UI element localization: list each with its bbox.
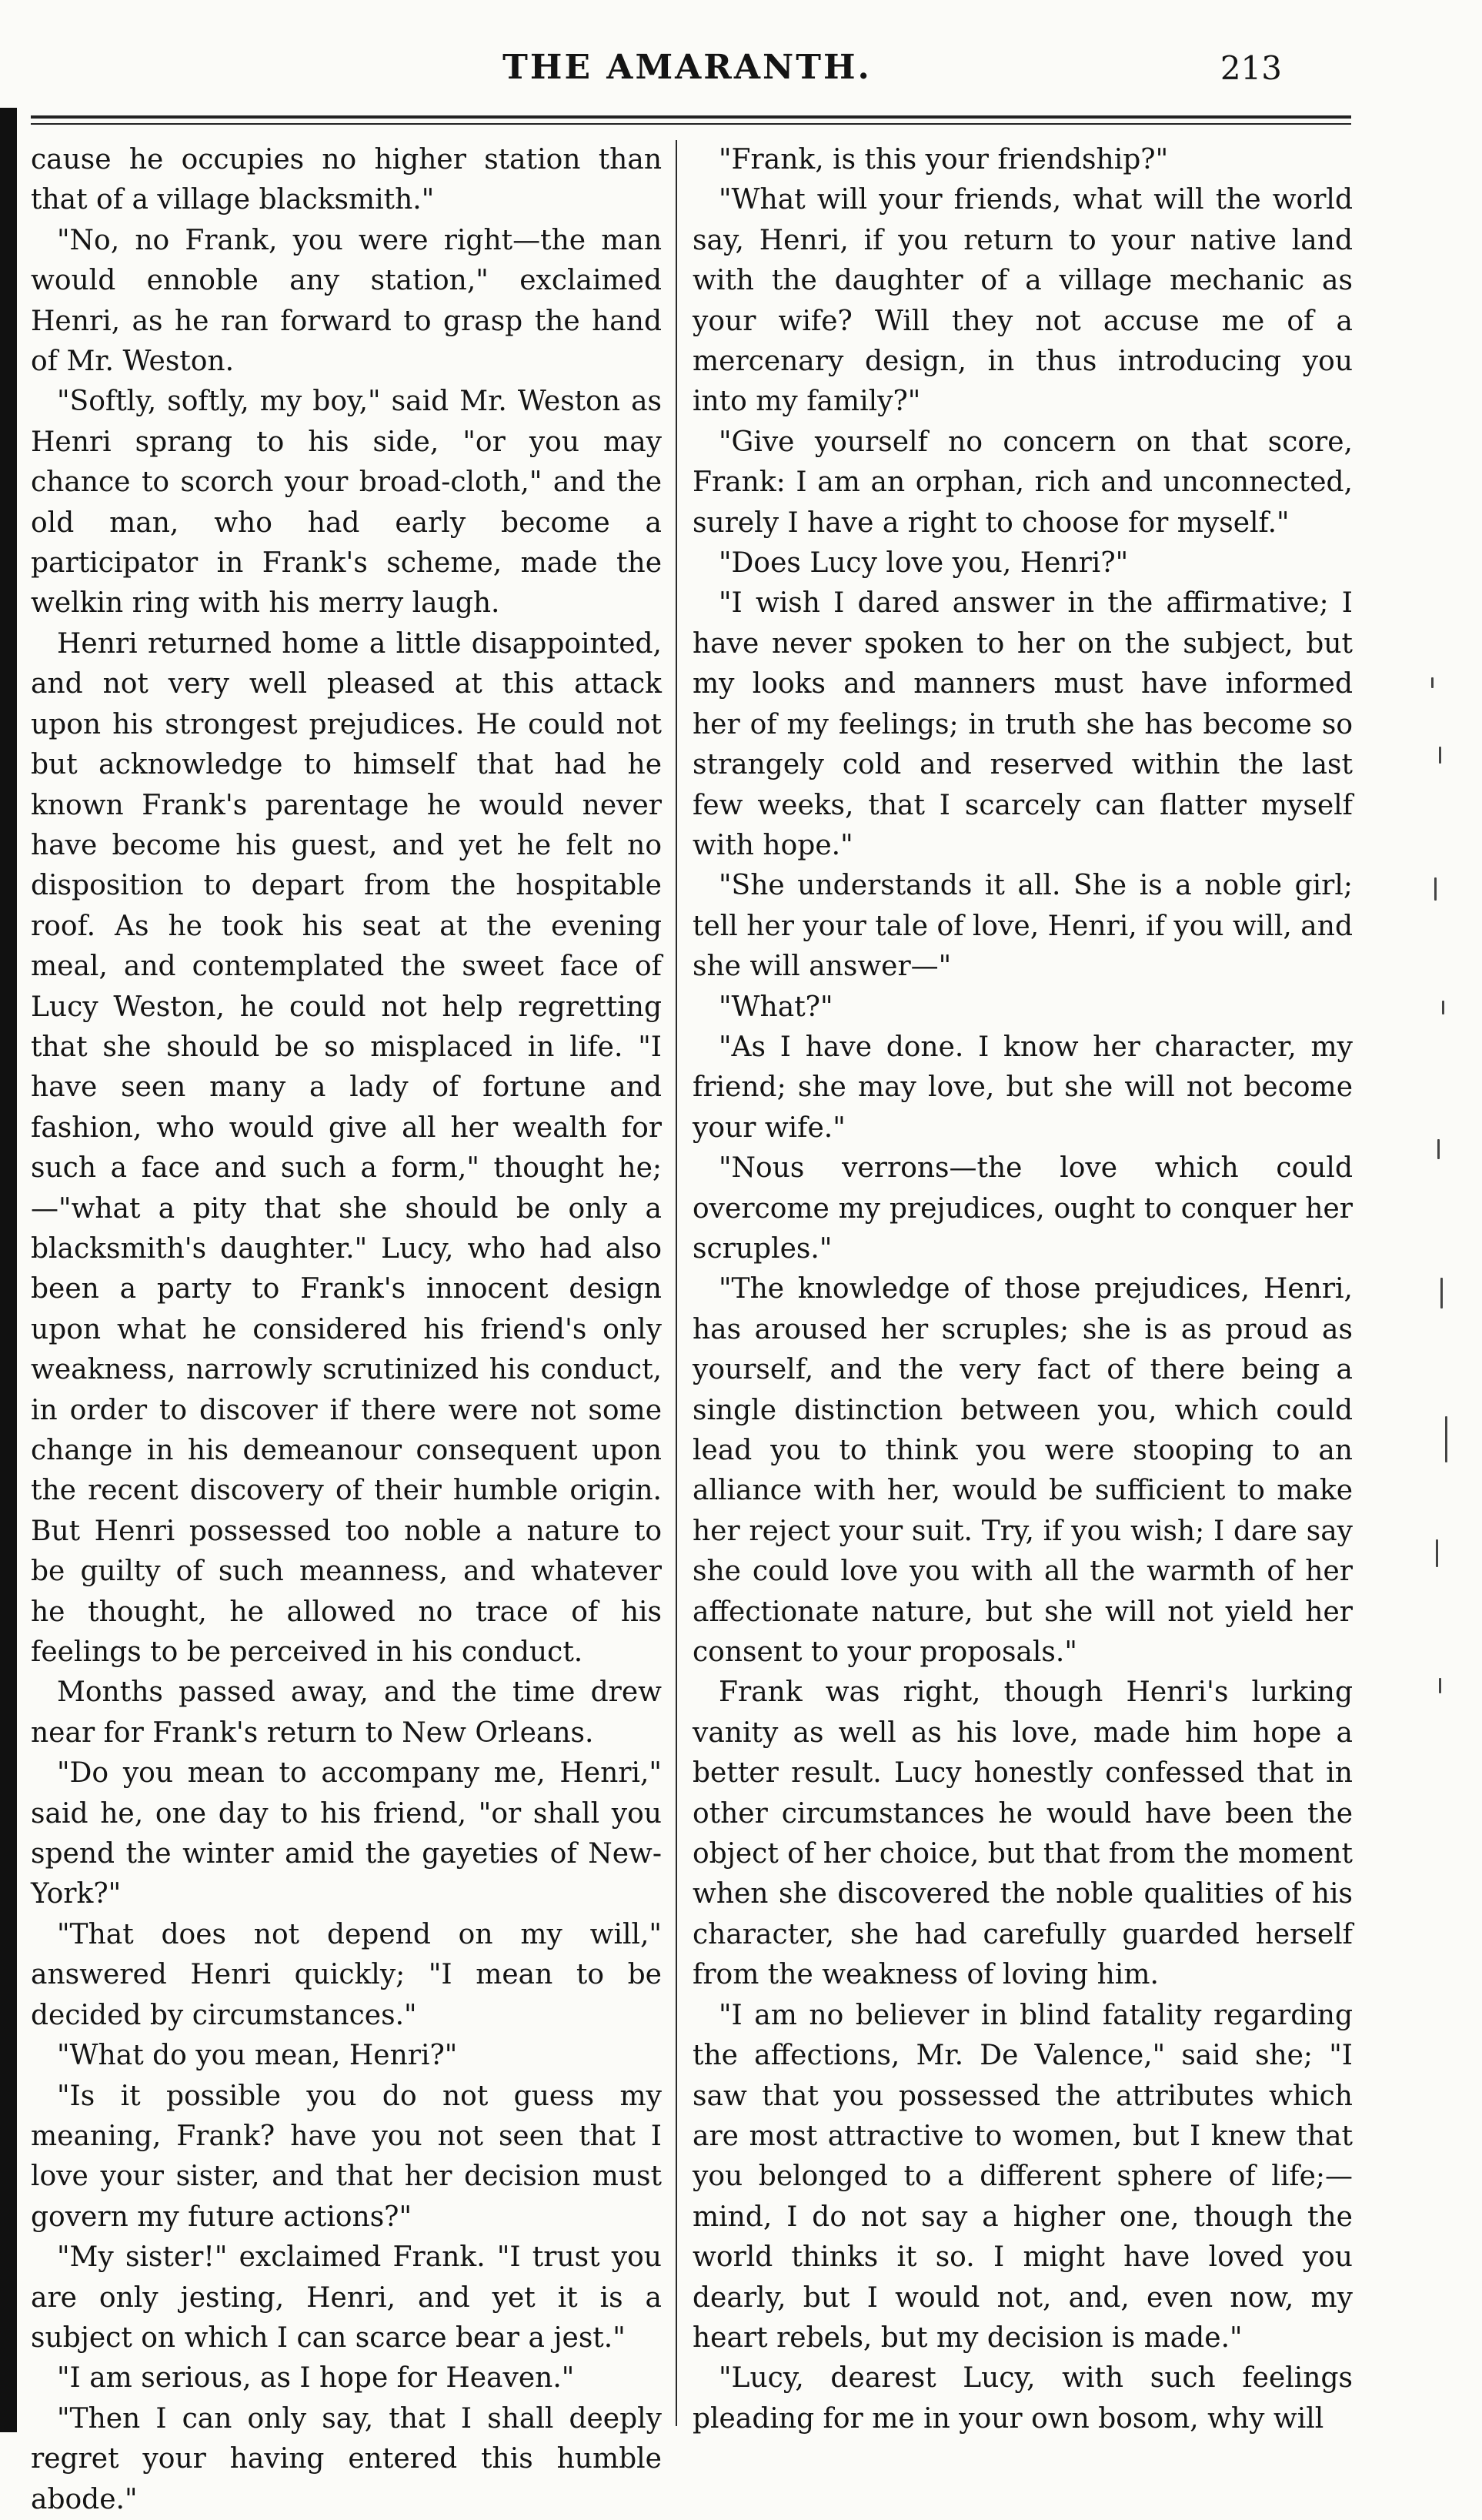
paragraph: "Lucy, dearest Lucy, with such feelings pleading for me in your own bosom, why will	[693, 2362, 1353, 2435]
paragraph: "Give yourself no concern on that score, Frank: I am an orphan, rich and unconnected, surely I have a right to choose for myself."	[693, 426, 1353, 539]
paragraph: "Nous verrons—the love which could overcome my prejudices, ought to conquer her scruples."	[693, 1152, 1353, 1265]
bleed-through-marks	[1431, 677, 1477, 1832]
speck-mark	[1434, 877, 1437, 901]
header-rule-thick	[31, 115, 1351, 119]
header-rule-thin	[31, 123, 1351, 125]
paragraph: "As I have done. I know her character, my friend; she may love, but she will not become your wife."	[693, 1031, 1353, 1144]
left-column	[31, 140, 662, 2520]
page-binding-edge	[0, 108, 17, 2432]
paragraph: "What do you mean, Henri?"	[57, 2040, 458, 2072]
paragraph: "She understands it all. She is a noble girl; tell her your tale of love, Henri, if you will, and she will answer—"	[693, 870, 1353, 983]
paragraph: "Does Lucy love you, Henri?"	[719, 547, 1129, 580]
speck-mark	[1442, 1001, 1444, 1014]
speck-mark	[1437, 1139, 1440, 1159]
paragraph: "Frank, is this your friendship?"	[719, 144, 1169, 175]
paragraph: "What will your friends, what will the world say, Henri, if you return to your native land with the daughter of a village mechanic as your wife? Will they not accuse me of a mercenary design, in thus introducing you into my family?"	[693, 184, 1353, 418]
paragraph: Months passed away, and the time drew near for Frank's return to New Orleans.	[31, 1676, 662, 1749]
page-number: 213	[1220, 49, 1282, 87]
paragraph: "Is it possible you do not guess my meaning, Frank? have you not seen that I love your sister, and that her decision must govern my future actions?"	[31, 2080, 662, 2233]
speck-mark	[1440, 1278, 1443, 1308]
paragraph: "Do you mean to accompany me, Henri," said he, one day to his friend, "or shall you spend the winter amid the gayeties of New-York?"	[31, 1757, 662, 1910]
speck-mark	[1439, 1678, 1441, 1693]
paragraph: "Softly, softly, my boy," said Mr. Weston as Henri sprang to his side, "or you may chance to scorch your broad-cloth," and the old man, who had early become a participator in Frank's scheme, made the welkin ring with his merry laugh.	[31, 386, 662, 620]
speck-mark	[1445, 1416, 1447, 1462]
right-column	[693, 140, 1353, 2439]
paragraph: "My sister!" exclaimed Frank. "I trust you are only jesting, Henri, and yet it is a subject on which I can scarce bear a jest."	[31, 2241, 662, 2354]
paragraph: Henri returned home a little disappointed, and not very well pleased at this attack upon his strongest prejudices. He could not but acknowledge to himself that had he known Frank's parentage he would never have become his guest, and yet he felt no disposition to depart from the hospitable roof. As he took his seat at the evening meal, and contemplated the sweet face of Lucy Weston, he could not help regretting that she should be so misplaced in life. "I have seen many a lady of fortune and fashion, who would give all her wealth for such a face and such a form," thought he;—"what a pity that she should be only a blacksmith's daughter." Lucy, who had also been a party to Frank's innocent design upon what he considered his friend's only weakness, narrowly scrutinized his conduct, in order to discover if there were not some change in his demeanour consequent upon the recent discovery of their humble origin. But Henri possessed too noble a nature to be guilty of such meanness, and whatever he thought, he allowed no trace of his feelings to be perceived in his conduct.	[31, 627, 662, 1669]
paragraph: "I am no believer in blind fatality regarding the affections, Mr. De Valence," said she; "I saw that you possessed the attributes which are most attractive to women, but I knew that you belonged to a different sphere of life;—mind, I do not say a higher one, though the world thinks it so. I might have loved you dearly, but I would not, and, even now, my heart rebels, but my decision is made."	[693, 1999, 1353, 2354]
paragraph: cause he occupies no higher station than that of a village blacksmith."	[31, 144, 662, 216]
paragraph: "What?"	[719, 991, 833, 1023]
paragraph: Frank was right, though Henri's lurking vanity as well as his love, made him hope a better result. Lucy honestly confessed that in other circumstances he would have been the object of her choice, but that from the moment when she discovered the noble qualities of his character, she had carefully guarded herself from the weakness of loving him.	[693, 1676, 1353, 1991]
column-divider	[676, 140, 677, 2426]
paragraph: "Then I can only say, that I shall deeply regret your having entered this humble abode."	[31, 2402, 662, 2515]
speck-mark	[1436, 1539, 1438, 1567]
running-title: THE AMARANTH.	[502, 48, 872, 87]
paragraph: "The knowledge of those prejudices, Henri, has aroused her scruples; she is as proud as yourself, and the very fact of there being a single distinction between you, which could lead you to think you were stooping to an alliance with her, would be sufficient to make her reject your suit. Try, if you wish; I dare say she could love you with all the warmth of her affectionate nature, but she will not yield her consent to your proposals."	[693, 1273, 1353, 1669]
speck-mark	[1431, 677, 1434, 688]
page-header	[31, 48, 1343, 102]
speck-mark	[1439, 747, 1441, 764]
paragraph: "I wish I dared answer in the affirmative; I have never spoken to her on the subject, but my looks and manners must have informed her of my feelings; in truth she has become so strangely cold and reserved within the last few weeks, that I scarcely can flatter myself with hope."	[693, 587, 1353, 861]
paragraph: "That does not depend on my will," answered Henri quickly; "I mean to be decided by circumstances."	[31, 1918, 662, 2031]
paragraph: "I am serious, as I hope for Heaven."	[57, 2362, 575, 2395]
paragraph: "No, no Frank, you were right—the man would ennoble any station," exclaimed Henri, as he ran forward to grasp the hand of Mr. Weston.	[31, 224, 662, 378]
